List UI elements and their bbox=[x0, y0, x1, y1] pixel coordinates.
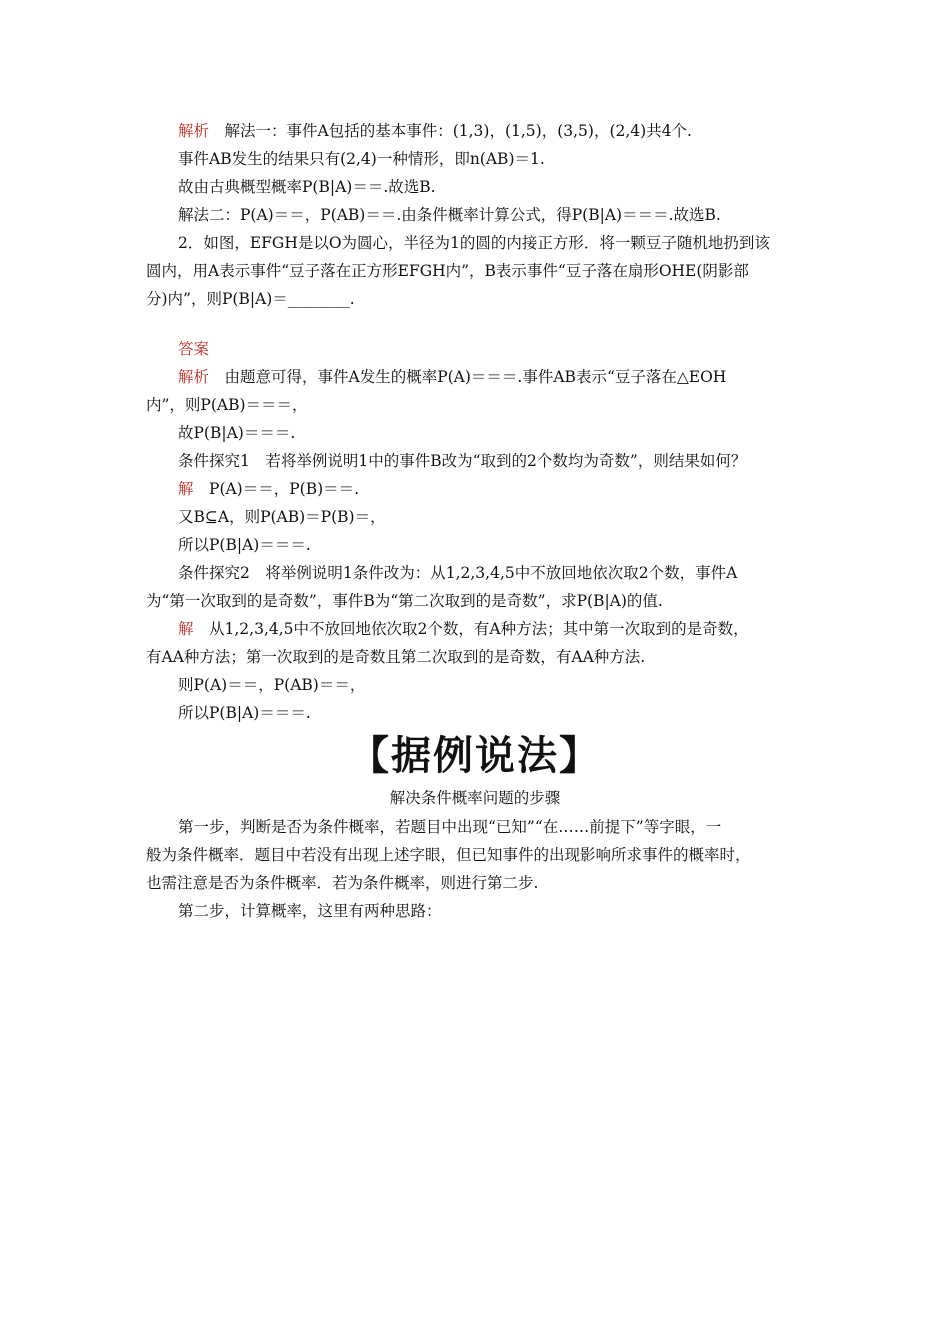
line-text: 从1,2,3,4,5中不放回地依次取2个数，有A种方法；其中第一次取到的是奇数， bbox=[193, 620, 749, 638]
line-1 bbox=[0, 119, 950, 143]
line-6 bbox=[0, 259, 950, 283]
line-7 bbox=[0, 287, 950, 311]
line-5 bbox=[0, 231, 950, 255]
line-text: 般为条件概率．题目中若没有出现上述字眼，但已知事件的出现影响所求事件的概率时， bbox=[146, 846, 751, 864]
line-text: 分)内”，则P(B|A)＝________. bbox=[146, 290, 355, 308]
line-text: 条件探究1 若将举例说明1中的事件B改为“取到的2个数均为奇数”，则结果如何？ bbox=[178, 452, 747, 470]
section-banner: 【据例说法】 bbox=[349, 733, 601, 779]
line-9 bbox=[0, 365, 950, 389]
line-text: 又B⊆A，则P(AB)＝P(B)＝， bbox=[178, 508, 386, 526]
line-24 bbox=[0, 871, 950, 895]
line-13 bbox=[0, 477, 950, 501]
line-text: 由题意可得，事件A发生的概率P(A)＝＝＝.事件AB表示“豆子落在△EOH bbox=[209, 368, 727, 386]
line-answer bbox=[0, 337, 950, 361]
line-text: 故由古典概型概率P(B|A)＝＝.故选B. bbox=[178, 178, 436, 196]
line-text: 则P(A)＝＝，P(AB)＝＝， bbox=[178, 676, 366, 694]
line-text: 为“第一次取到的是奇数”，事件B为“第二次取到的是奇数”，求P(B|A)的值. bbox=[146, 592, 663, 610]
label-analysis: 解析 bbox=[178, 368, 210, 386]
line-text: P(A)＝＝，P(B)＝＝. bbox=[193, 480, 360, 498]
line-text: 第一步，判断是否为条件概率，若题目中出现“已知”“在……前提下”等字眼，一 bbox=[178, 818, 722, 836]
line-text: 所以P(B|A)＝＝＝. bbox=[178, 704, 311, 722]
line-17 bbox=[0, 589, 950, 613]
line-text: 有AA种方法；第一次取到的是奇数且第二次取到的是奇数，有AA种方法. bbox=[146, 648, 646, 666]
line-text: 条件探究2 将举例说明1条件改为：从1,2,3,4,5中不放回地依次取2个数，事件A bbox=[178, 564, 738, 582]
line-text: 事件AB发生的结果只有(2,4)一种情形，即n(AB)＝1. bbox=[178, 150, 545, 168]
label-solution: 解 bbox=[178, 620, 194, 638]
line-21 bbox=[0, 701, 950, 725]
line-text: 也需注意是否为条件概率．若为条件概率，则进行第二步. bbox=[146, 874, 539, 892]
line-11 bbox=[0, 421, 950, 445]
line-14 bbox=[0, 505, 950, 529]
label-solution: 解 bbox=[178, 480, 194, 498]
line-16 bbox=[0, 561, 950, 585]
line-text: 内”，则P(AB)＝＝＝， bbox=[146, 396, 308, 414]
label-analysis: 解析 bbox=[178, 122, 210, 140]
line-20 bbox=[0, 673, 950, 697]
line-15 bbox=[0, 533, 950, 557]
line-18 bbox=[0, 617, 950, 641]
line-4 bbox=[0, 203, 950, 227]
line-25 bbox=[0, 899, 950, 923]
line-text: 第二步，计算概率，这里有两种思路： bbox=[178, 902, 442, 920]
line-10 bbox=[0, 393, 950, 417]
line-text: 圆内，用A表示事件“豆子落在正方形EFGH内”，B表示事件“豆子落在扇形OHE(阴影部 bbox=[146, 262, 749, 280]
line-text: 2．如图，EFGH是以O为圆心，半径为1的圆的内接正方形．将一颗豆子随机地扔到该 bbox=[178, 234, 770, 252]
line-22 bbox=[0, 815, 950, 839]
line-text: 解法一：事件A包括的基本事件：(1,3)，(1,5)，(3,5)，(2,4)共4个. bbox=[209, 122, 692, 140]
line-23 bbox=[0, 843, 950, 867]
line-2 bbox=[0, 147, 950, 171]
line-19 bbox=[0, 645, 950, 669]
line-12 bbox=[0, 449, 950, 473]
line-3 bbox=[0, 175, 950, 199]
line-text: 所以P(B|A)＝＝＝. bbox=[178, 536, 311, 554]
line-text: 故P(B|A)＝＝＝. bbox=[178, 424, 296, 442]
label-answer: 答案 bbox=[178, 340, 210, 358]
line-text: 解法二：P(A)＝＝，P(AB)＝＝.由条件概率计算公式，得P(B|A)＝＝＝.故选B. bbox=[178, 206, 721, 224]
section-subtitle: 解决条件概率问题的步骤 bbox=[389, 789, 561, 807]
